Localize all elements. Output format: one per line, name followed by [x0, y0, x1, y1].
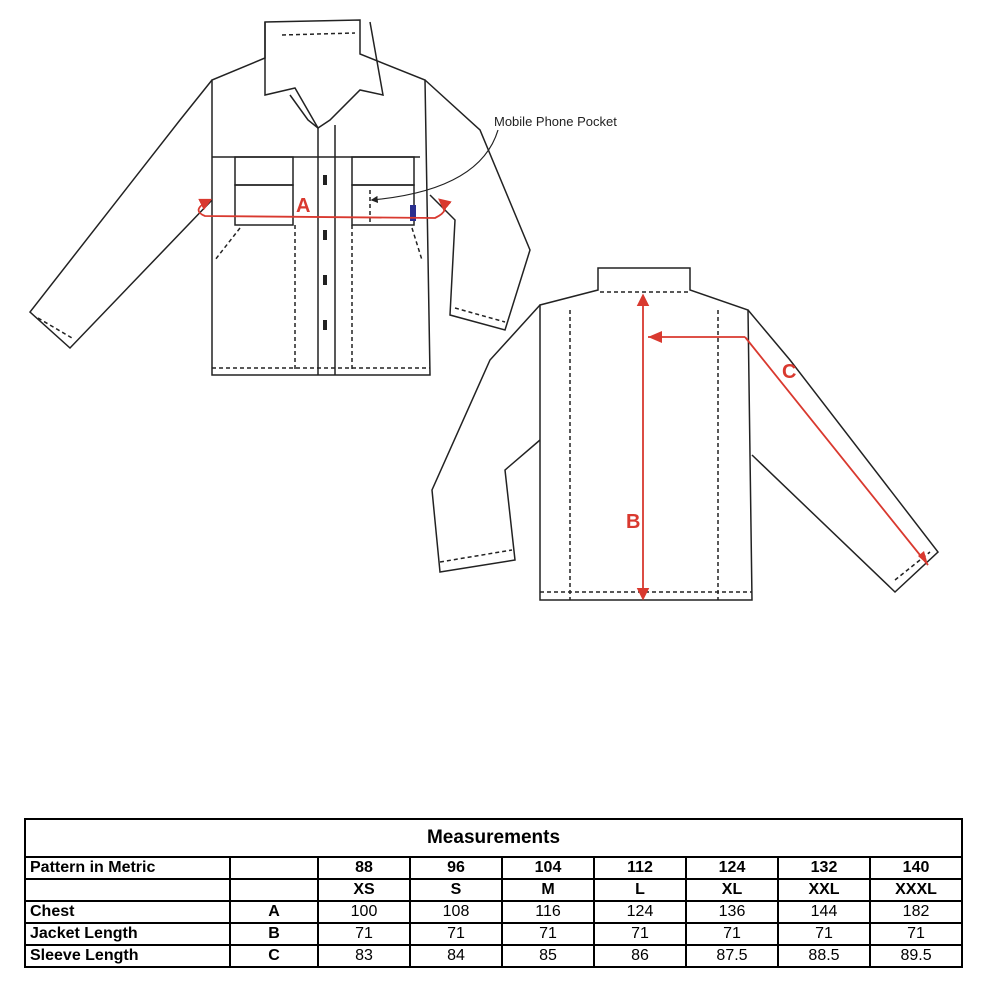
table-cell: 71 — [502, 923, 594, 945]
empty-cell — [230, 879, 318, 901]
table-cell: 88.5 — [778, 945, 870, 967]
table-cell: 71 — [410, 923, 502, 945]
jacket-back-view — [432, 268, 938, 600]
front-body-outline — [212, 20, 430, 375]
size-code: L — [594, 879, 686, 901]
left-chest-pocket — [235, 185, 293, 225]
front-buttons — [323, 175, 327, 330]
table-cell: 124 — [594, 901, 686, 923]
pattern-size: 104 — [502, 857, 594, 879]
pattern-label: Pattern in Metric — [25, 857, 230, 879]
left-chest-pocket-flap — [235, 157, 293, 185]
row-label: Sleeve Length — [25, 945, 230, 967]
size-code: XXL — [778, 879, 870, 901]
table-cell: 71 — [870, 923, 962, 945]
size-code: M — [502, 879, 594, 901]
table-cell: 136 — [686, 901, 778, 923]
back-right-sleeve — [748, 310, 938, 592]
pattern-size: 140 — [870, 857, 962, 879]
empty-cell — [25, 879, 230, 901]
pattern-size: 88 — [318, 857, 410, 879]
size-code: XXXL — [870, 879, 962, 901]
table-title: Measurements — [25, 819, 962, 857]
table-cell: 71 — [594, 923, 686, 945]
empty-cell — [230, 857, 318, 879]
size-code: XL — [686, 879, 778, 901]
pattern-size: 132 — [778, 857, 870, 879]
table-row-chest — [25, 901, 962, 923]
back-body-outline — [540, 268, 752, 600]
table-cell: 100 — [318, 901, 410, 923]
marker-c-label: C — [782, 361, 797, 383]
measurements-table-container — [24, 818, 962, 968]
size-code-row — [25, 879, 962, 901]
table-cell: 108 — [410, 901, 502, 923]
table-cell: 85 — [502, 945, 594, 967]
table-cell: 71 — [778, 923, 870, 945]
table-cell: 84 — [410, 945, 502, 967]
size-code: XS — [318, 879, 410, 901]
back-left-sleeve — [432, 305, 540, 572]
callout-arrow — [372, 130, 498, 200]
table-row-sleeve-length — [25, 945, 962, 967]
pattern-size-row — [25, 857, 962, 879]
row-code: A — [230, 901, 318, 923]
front-left-sleeve — [30, 80, 212, 348]
pattern-size: 96 — [410, 857, 502, 879]
row-code: B — [230, 923, 318, 945]
table-cell: 87.5 — [686, 945, 778, 967]
right-chest-pocket-flap — [352, 157, 414, 185]
mobile-phone-pocket-callout: Mobile Phone Pocket — [494, 114, 617, 129]
table-cell: 116 — [502, 901, 594, 923]
table-cell: 71 — [686, 923, 778, 945]
pattern-size: 124 — [686, 857, 778, 879]
table-cell: 89.5 — [870, 945, 962, 967]
jacket-front-view — [30, 20, 530, 375]
size-code: S — [410, 879, 502, 901]
right-chest-pocket — [352, 185, 414, 225]
table-cell: 83 — [318, 945, 410, 967]
row-label: Jacket Length — [25, 923, 230, 945]
row-code: C — [230, 945, 318, 967]
front-collar — [265, 22, 383, 128]
table-cell: 182 — [870, 901, 962, 923]
pattern-size: 112 — [594, 857, 686, 879]
marker-a-label: A — [296, 195, 311, 217]
table-cell: 71 — [318, 923, 410, 945]
row-label: Chest — [25, 901, 230, 923]
table-cell: 86 — [594, 945, 686, 967]
measurements-table — [24, 818, 963, 968]
table-row-jacket-length — [25, 923, 962, 945]
table-cell: 144 — [778, 901, 870, 923]
marker-b-label: B — [626, 511, 641, 533]
